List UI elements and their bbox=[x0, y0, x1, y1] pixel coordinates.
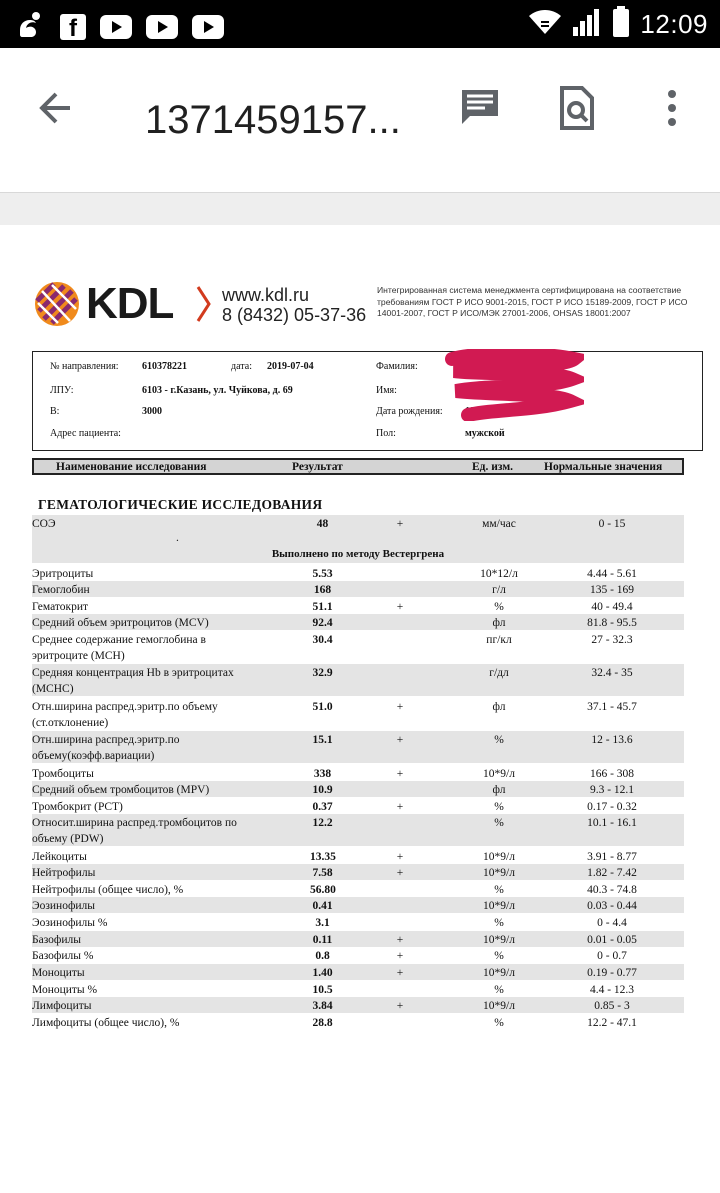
test-result: 0.37 bbox=[312, 801, 333, 813]
test-result: 13.35 bbox=[310, 851, 336, 863]
reference-range: 40 - 49.4 bbox=[591, 601, 633, 613]
app-bar bbox=[0, 48, 720, 193]
test-unit: 10*9/л bbox=[483, 934, 515, 946]
chevron-right-icon bbox=[196, 285, 212, 328]
certification-text: Интегрированная система менеджмента сертифицирована на соответствие требованиям ГОСТ Р ИСО 9001-2015, ГОСТ Р ИСО 15189-2009, ГОСТ Р ИСО 14001-2007, ГОСТ Р ИСО/МЭК 27001-2006, OHSAS 18001:2007 bbox=[377, 285, 688, 318]
reference-range: 4.4 - 12.3 bbox=[589, 984, 635, 996]
table-row bbox=[32, 914, 684, 930]
kdl-logo-icon bbox=[34, 281, 80, 332]
test-unit: 10*12/л bbox=[480, 568, 518, 580]
sex-label: Пол: bbox=[376, 428, 396, 439]
back-arrow-icon bbox=[32, 84, 80, 132]
test-unit: % bbox=[494, 884, 504, 896]
reference-range: 0.19 - 0.77 bbox=[587, 967, 637, 979]
surname-label: Фамилия: bbox=[376, 361, 418, 372]
test-name: Отн.ширина распред.эритр.по объему(коэфф.вариации) bbox=[32, 734, 180, 762]
youtube-icon bbox=[146, 15, 178, 39]
table-row bbox=[32, 814, 684, 846]
test-unit: 10*9/л bbox=[483, 900, 515, 912]
test-name: Тромбокрит (PCT) bbox=[32, 801, 123, 813]
test-result: 32.9 bbox=[312, 667, 333, 679]
header-name: Наименование исследования bbox=[56, 461, 207, 473]
section-title: ГЕМАТОЛОГИЧЕСКИЕ ИССЛЕДОВАНИЯ bbox=[38, 497, 323, 512]
abnormal-flag: + bbox=[396, 518, 404, 530]
name-label: Имя: bbox=[376, 385, 397, 396]
test-result: 15.1 bbox=[312, 734, 333, 746]
abnormal-flag: + bbox=[396, 734, 404, 746]
reference-range: 81.8 - 95.5 bbox=[587, 617, 637, 629]
test-name: Базофилы bbox=[32, 934, 82, 946]
status-bar bbox=[0, 0, 720, 48]
test-result: 51.0 bbox=[312, 701, 333, 713]
v-label: В: bbox=[50, 406, 60, 417]
test-result: 92.4 bbox=[312, 617, 333, 629]
test-result: 3.1 bbox=[315, 917, 330, 929]
reference-range: 9.3 - 12.1 bbox=[589, 784, 635, 796]
abnormal-flag: + bbox=[396, 851, 404, 863]
lpu-label: ЛПУ: bbox=[50, 385, 74, 396]
test-result: 30.4 bbox=[312, 634, 333, 646]
test-unit: 10*9/л bbox=[483, 1000, 515, 1012]
test-name: Лимфоциты (общее число), % bbox=[32, 1017, 180, 1029]
table-row bbox=[32, 881, 684, 897]
test-name: Отн.ширина распред.эритр.по объему (ст.отклонение) bbox=[32, 701, 218, 729]
test-result: 5.53 bbox=[312, 568, 333, 580]
test-result: 0.8 bbox=[315, 950, 330, 962]
reference-range: 37.1 - 45.7 bbox=[587, 701, 637, 713]
table-row bbox=[32, 981, 684, 997]
reference-range: 0.17 - 0.32 bbox=[587, 801, 637, 813]
redaction-scribble bbox=[444, 349, 584, 421]
back-button[interactable] bbox=[32, 84, 80, 132]
address-label: Адрес пациента: bbox=[50, 428, 121, 439]
signal-icon bbox=[572, 7, 602, 42]
table-row bbox=[32, 848, 684, 864]
table-row bbox=[32, 1014, 684, 1030]
test-result: 56.80 bbox=[310, 884, 336, 896]
referral-label: № направления: bbox=[50, 361, 119, 372]
test-unit: фл bbox=[492, 701, 506, 713]
test-unit: % bbox=[494, 801, 504, 813]
header-norm: Нормальные значения bbox=[544, 461, 663, 473]
date-label: дата: bbox=[231, 361, 252, 372]
clock: 12:09 bbox=[640, 9, 708, 39]
abnormal-flag: + bbox=[396, 867, 404, 879]
lpu-value: 6103 - г.Казань, ул. Чуйкова, д. 69 bbox=[142, 385, 293, 396]
more-options-button[interactable] bbox=[648, 84, 696, 132]
test-name: Эозинофилы % bbox=[32, 917, 108, 929]
date-value: 2019-07-04 bbox=[267, 361, 314, 372]
reference-range: 27 - 32.3 bbox=[591, 634, 633, 646]
test-unit: г/дл bbox=[489, 667, 509, 679]
table-row bbox=[32, 731, 684, 763]
table-row bbox=[32, 515, 684, 563]
table-row bbox=[32, 698, 684, 730]
table-row bbox=[32, 897, 684, 913]
reference-range: 0 - 0.7 bbox=[597, 950, 627, 962]
test-unit: 10*9/л bbox=[483, 768, 515, 780]
find-in-page-icon bbox=[552, 84, 600, 132]
test-name: Среднее содержание гемоглобина в эритроците (MCH) bbox=[32, 634, 206, 662]
reference-range: 10.1 - 16.1 bbox=[587, 817, 637, 829]
table-row bbox=[32, 765, 684, 781]
reference-range: 40.3 - 74.8 bbox=[587, 884, 637, 896]
reference-range: 0.01 - 0.05 bbox=[587, 934, 637, 946]
test-unit: % bbox=[494, 950, 504, 962]
test-unit: % bbox=[494, 601, 504, 613]
test-result: 10.5 bbox=[312, 984, 333, 996]
test-unit: % bbox=[494, 1017, 504, 1029]
test-unit: мм/час bbox=[482, 518, 516, 530]
table-row bbox=[32, 781, 684, 797]
more-vert-icon bbox=[648, 84, 696, 132]
sex-value: мужской bbox=[465, 428, 505, 439]
table-row bbox=[32, 798, 684, 814]
test-name: Средний объем эритроцитов (MCV) bbox=[32, 617, 209, 629]
test-result: 3.84 bbox=[312, 1000, 333, 1012]
table-row bbox=[32, 581, 684, 597]
test-result: 12.2 bbox=[312, 817, 333, 829]
table-row bbox=[32, 631, 684, 663]
reference-range: 0.85 - 3 bbox=[594, 1000, 630, 1012]
test-unit: фл bbox=[492, 784, 506, 796]
test-name: Относит.ширина распред.тромбоцитов по объему (PDW) bbox=[32, 817, 237, 845]
test-result: 7.58 bbox=[312, 867, 333, 879]
pdf-page bbox=[0, 225, 720, 1193]
table-row bbox=[32, 931, 684, 947]
test-unit: 10*9/л bbox=[483, 867, 515, 879]
table-row bbox=[32, 664, 684, 696]
test-name: Нейтрофилы (общее число), % bbox=[32, 884, 184, 896]
test-unit: 10*9/л bbox=[483, 967, 515, 979]
test-result: 168 bbox=[313, 584, 332, 596]
test-result: 28.8 bbox=[312, 1017, 333, 1029]
reference-range: 135 - 169 bbox=[589, 584, 635, 596]
reference-range: 166 - 308 bbox=[589, 768, 635, 780]
test-name: Лейкоциты bbox=[32, 851, 87, 863]
table-row bbox=[32, 997, 684, 1013]
table-row bbox=[32, 598, 684, 614]
test-name: Лимфоциты bbox=[32, 1000, 92, 1012]
test-unit: фл bbox=[492, 617, 506, 629]
test-name: Средний объем тромбоцитов (MPV) bbox=[32, 784, 210, 796]
test-name: Гемоглобин bbox=[32, 584, 90, 596]
test-result: 48 bbox=[316, 518, 329, 530]
test-name: Нейтрофилы bbox=[32, 867, 96, 879]
abnormal-flag: + bbox=[396, 934, 404, 946]
results-table-header bbox=[32, 458, 684, 475]
table-row bbox=[32, 864, 684, 880]
header-unit: Ед. изм. bbox=[472, 461, 514, 473]
abnormal-flag: + bbox=[396, 967, 404, 979]
reference-range: 0 - 4.4 bbox=[597, 917, 627, 929]
reference-range: 32.4 - 35 bbox=[591, 667, 633, 679]
dob-label: Дата рождения: bbox=[376, 406, 443, 417]
test-result: 338 bbox=[313, 768, 332, 780]
reference-range: 1.82 - 7.42 bbox=[587, 867, 637, 879]
header-result: Результат bbox=[292, 461, 343, 473]
test-name: Гематокрит bbox=[32, 601, 89, 613]
test-name: Средняя концентрация Hb в эритроцитах (MCHC) bbox=[32, 667, 234, 695]
find-in-page-button[interactable] bbox=[552, 84, 600, 132]
dot-mark: . bbox=[176, 532, 179, 544]
contact-url[interactable]: www.kdl.ru bbox=[222, 285, 310, 305]
contact-phone[interactable]: 8 (8432) 05-37-36 bbox=[222, 305, 367, 325]
facebook-icon: f bbox=[60, 14, 86, 40]
test-name: Базофилы % bbox=[32, 950, 94, 962]
method-note: Выполнено по методу Вестергрена bbox=[271, 548, 445, 560]
test-unit: г/л bbox=[492, 584, 506, 596]
abnormal-flag: + bbox=[396, 950, 404, 962]
reference-range: 0.03 - 0.44 bbox=[587, 900, 637, 912]
abnormal-flag: + bbox=[396, 801, 404, 813]
table-row bbox=[32, 947, 684, 963]
abnormal-flag: + bbox=[396, 768, 404, 780]
test-result: 0.41 bbox=[312, 900, 333, 912]
test-result: 10.9 bbox=[312, 784, 333, 796]
test-name: Моноциты % bbox=[32, 984, 98, 996]
test-unit: % bbox=[494, 917, 504, 929]
youtube-icon bbox=[100, 15, 132, 39]
reference-range: 12.2 - 47.1 bbox=[587, 1017, 637, 1029]
table-row bbox=[32, 964, 684, 980]
table-row bbox=[32, 614, 684, 630]
youtube-icon bbox=[192, 15, 224, 39]
comments-button[interactable] bbox=[456, 84, 504, 132]
reference-range: 12 - 13.6 bbox=[591, 734, 633, 746]
test-unit: 10*9/л bbox=[483, 851, 515, 863]
battery-icon bbox=[612, 6, 630, 43]
reference-range: 3.91 - 8.77 bbox=[587, 851, 637, 863]
wifi-icon bbox=[528, 8, 562, 41]
patient-info-box bbox=[32, 351, 703, 451]
test-name: Моноциты bbox=[32, 967, 85, 979]
test-name: Эритроциты bbox=[32, 568, 94, 580]
test-result: 51.1 bbox=[312, 601, 333, 613]
reference-range: 4.44 - 5.61 bbox=[587, 568, 637, 580]
uc-browser-icon bbox=[14, 8, 46, 45]
dob-value: 19 bbox=[465, 406, 475, 417]
referral-value: 610378221 bbox=[142, 361, 187, 372]
abnormal-flag: + bbox=[396, 1000, 404, 1012]
reference-range: 0 - 15 bbox=[598, 518, 626, 530]
page-gap bbox=[0, 193, 720, 225]
test-name: СОЭ bbox=[32, 518, 56, 530]
test-result: 1.40 bbox=[312, 967, 333, 979]
comments-icon bbox=[456, 84, 504, 132]
test-unit: пг/кл bbox=[486, 634, 512, 646]
test-unit: % bbox=[494, 817, 504, 829]
kdl-logo-text: KDL bbox=[86, 279, 174, 328]
v-value: 3000 bbox=[142, 406, 162, 417]
abnormal-flag: + bbox=[396, 701, 404, 713]
document-title: 1371459157... bbox=[145, 98, 401, 142]
test-result: 0.11 bbox=[312, 934, 333, 946]
table-row bbox=[32, 565, 684, 581]
test-name: Тромбоциты bbox=[32, 768, 94, 780]
test-name: Эозинофилы bbox=[32, 900, 96, 912]
test-unit: % bbox=[494, 984, 504, 996]
abnormal-flag: + bbox=[396, 601, 404, 613]
test-unit: % bbox=[494, 734, 504, 746]
